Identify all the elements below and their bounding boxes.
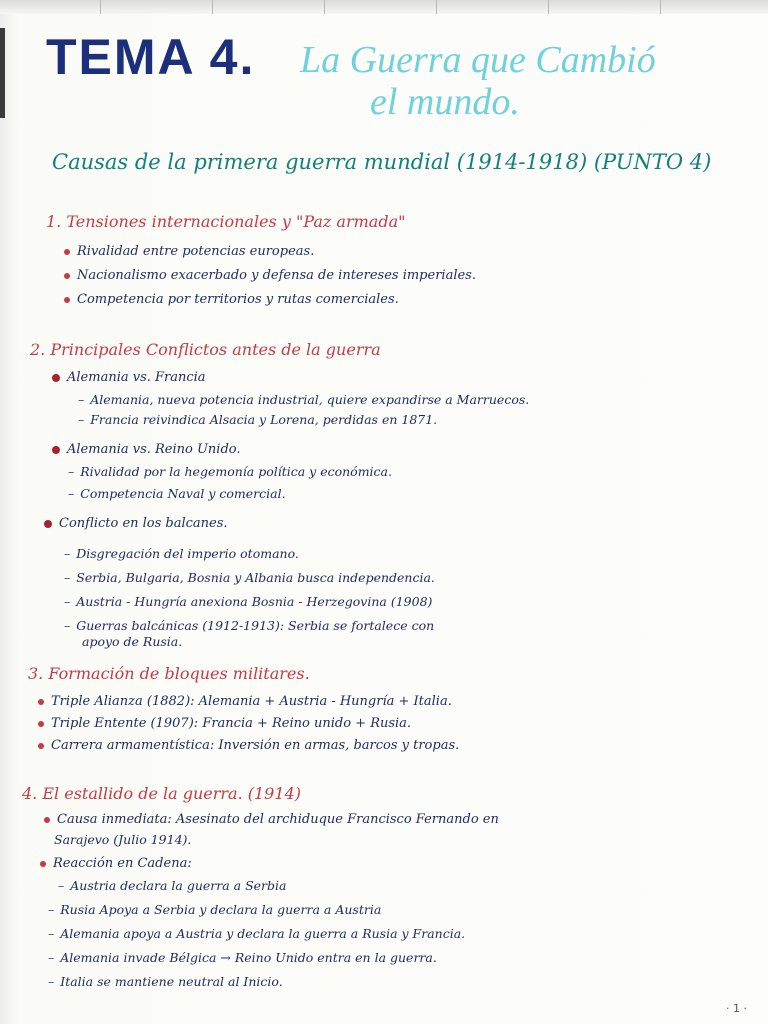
edge-tick — [100, 0, 101, 14]
item-text: Guerras balcánicas (1912-1913): Serbia se fortalece con — [76, 618, 435, 633]
conflict-detail — [64, 618, 434, 633]
bullet-icon — [44, 817, 50, 823]
cause-value: Asesinato del archiduque Francisco Fernando en — [175, 812, 499, 827]
conflict-detail — [64, 570, 435, 585]
bloc-label: Triple Entente (1907): — [51, 716, 199, 731]
item-text: Competencia por territorios y rutas comerciales. — [77, 292, 399, 307]
item-text: Alemania apoya a Austria y declara la guerra a Rusia y Francia. — [60, 926, 466, 941]
page-title: TEMA 4. — [46, 29, 256, 85]
page-top-edge — [0, 0, 768, 14]
item-text: Rivalidad por la hegemonía política y económica. — [80, 464, 392, 479]
dash-icon: – — [68, 486, 75, 501]
section1-heading: 1. Tensiones internacionales y "Paz armada" — [46, 212, 406, 231]
item-text: Austria - Hungría anexiona Bosnia - Herzegovina (1908) — [76, 594, 433, 609]
chain-item — [48, 926, 465, 941]
dash-icon: – — [78, 392, 85, 407]
item-text: Alemania vs. Francia — [67, 370, 206, 385]
item-text: Serbia, Bulgaria, Bosnia y Albania busca independencia. — [76, 570, 435, 585]
chain-item — [48, 902, 381, 917]
item-text: Francia reivindica Alsacia y Lorena, perdidas en 1871. — [90, 412, 438, 427]
section1-item — [64, 244, 314, 259]
section3-heading: 3. Formación de bloques militares. — [28, 664, 310, 683]
bullet-icon — [52, 446, 60, 454]
conflict-detail — [64, 594, 432, 609]
bullet-icon — [64, 297, 70, 303]
bullet-icon — [44, 520, 52, 528]
bullet-icon — [38, 699, 44, 705]
conflict-label — [44, 516, 228, 531]
conflict-detail — [68, 464, 392, 479]
conflict-detail-continuation: apoyo de Rusia. — [82, 634, 183, 649]
bullet-icon — [64, 273, 70, 279]
section1-item — [64, 268, 476, 283]
edge-tick — [660, 0, 661, 14]
chain-item — [48, 974, 283, 989]
dash-icon: – — [58, 878, 65, 893]
dash-icon: – — [64, 570, 71, 585]
conflict-detail — [64, 546, 299, 561]
title-subtitle-line1: La Guerra que Cambió — [300, 39, 656, 81]
item-text: Competencia Naval y comercial. — [80, 486, 286, 501]
dash-icon: – — [78, 412, 85, 427]
item-text: Conflicto en los balcanes. — [59, 516, 228, 531]
chain-label: Reacción en Cadena: — [53, 856, 192, 871]
conflict-label — [52, 442, 241, 457]
edge-tick — [436, 0, 437, 14]
conflict-detail — [68, 486, 286, 501]
edge-tick — [212, 0, 213, 14]
section4-heading: 4. El estallido de la guerra. (1914) — [22, 784, 301, 803]
dash-icon: – — [64, 594, 71, 609]
bullet-icon — [52, 374, 60, 382]
dash-icon: – — [48, 926, 55, 941]
item-text: Alemania, nueva potencia industrial, quiere expandirse a Marruecos. — [90, 392, 530, 407]
bullet-icon — [64, 249, 70, 255]
page-number: · 1 · — [726, 1002, 747, 1015]
chain-item — [58, 878, 286, 893]
conflict-detail — [78, 392, 529, 407]
item-text: Rusia Apoya a Serbia y declara la guerra a Austria — [60, 902, 382, 917]
conflict-label — [52, 370, 206, 385]
cause-item — [44, 812, 499, 827]
bloc-item — [38, 694, 452, 709]
dash-icon: – — [48, 950, 55, 965]
item-text: Disgregación del imperio otomano. — [76, 546, 299, 561]
bloc-value: Francia + Reino unido + Rusia. — [202, 716, 412, 731]
dash-icon: – — [48, 974, 55, 989]
item-text: Alemania vs. Reino Unido. — [67, 442, 241, 457]
chain-item — [48, 950, 437, 965]
item-text: Nacionalismo exacerbado y defensa de intereses imperiales. — [77, 268, 476, 283]
bloc-label: Triple Alianza (1882): — [51, 694, 195, 709]
item-text: Alemania invade Bélgica → Reino Unido entra en la guerra. — [60, 950, 437, 965]
conflict-detail — [78, 412, 437, 427]
bloc-value: Alemania + Austria - Hungría + Italia. — [198, 694, 452, 709]
bloc-label: Carrera armamentística: — [51, 738, 215, 753]
dash-icon: – — [64, 618, 71, 633]
dash-icon: – — [48, 902, 55, 917]
item-text: Austria declara la guerra a Serbia — [70, 878, 287, 893]
title-subtitle-line2: el mundo. — [370, 81, 520, 123]
item-text: Italia se mantiene neutral al Inicio. — [60, 974, 283, 989]
edge-tick — [548, 0, 549, 14]
bloc-item — [38, 738, 459, 753]
bullet-icon — [40, 861, 46, 867]
section2-heading: 2. Principales Conflictos antes de la guerra — [30, 340, 381, 359]
edge-tick — [324, 0, 325, 14]
bloc-value: Inversión en armas, barcos y tropas. — [218, 738, 460, 753]
item-text: Rivalidad entre potencias europeas. — [77, 244, 315, 259]
bullet-icon — [38, 743, 44, 749]
chain-label-item — [40, 856, 192, 871]
cause-value-continuation: Sarajevo (Julio 1914). — [54, 832, 192, 847]
section-subtitle: Causas de la primera guerra mundial (1914-1918) (PUNTO 4) — [52, 150, 712, 174]
dash-icon: – — [64, 546, 71, 561]
cause-label: Causa inmediata: — [57, 812, 172, 827]
bloc-item — [38, 716, 411, 731]
binding-mark — [0, 28, 5, 118]
dash-icon: – — [68, 464, 75, 479]
section1-item — [64, 292, 399, 307]
bullet-icon — [38, 721, 44, 727]
